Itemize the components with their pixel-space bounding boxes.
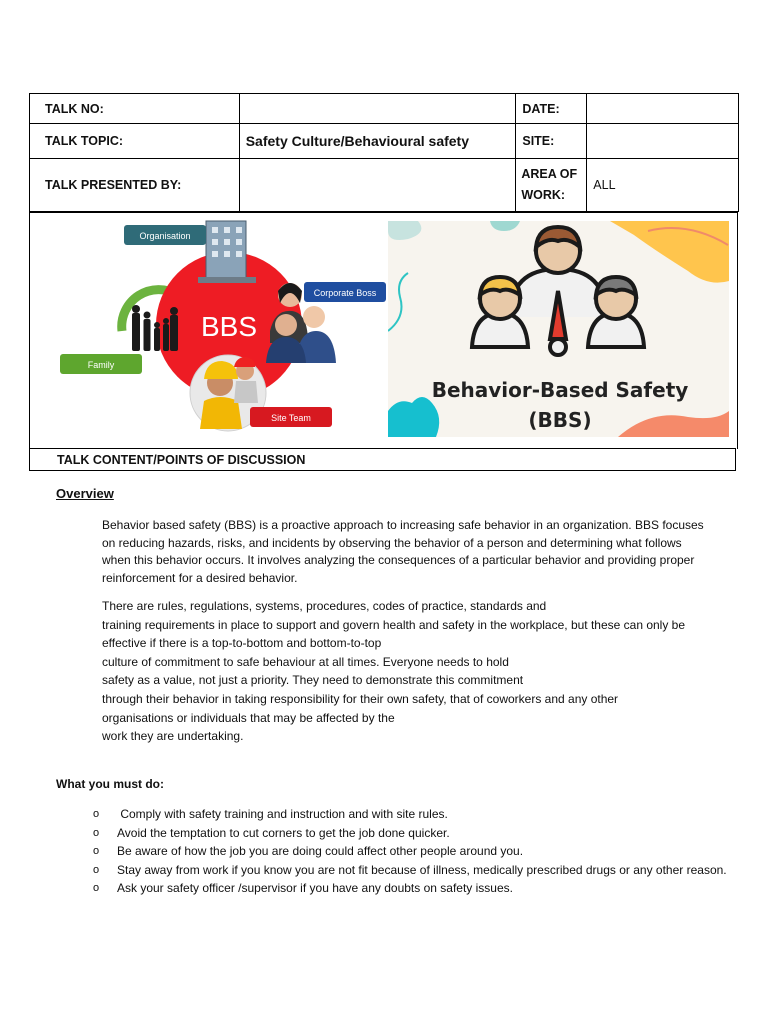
bullet-symbol: o: [93, 863, 100, 876]
talk-header-table: [29, 93, 739, 212]
corporate-boss-label: Corporate Boss: [313, 288, 377, 298]
banner-title-line2: (BBS): [528, 408, 592, 432]
list-item: [93, 824, 733, 843]
bullet-symbol: o: [93, 826, 100, 839]
date-label: DATE:: [516, 94, 587, 124]
bbs-stakeholder-diagram: [30, 213, 388, 449]
text-line: training requirements in place to support and govern health and safety in the workplace, but these can only be: [102, 617, 686, 632]
list-item: [93, 861, 733, 880]
area-of-work-value: ALL: [587, 159, 739, 212]
banner-title-line1: Behavior-Based Safety: [431, 378, 689, 402]
date-value: [587, 94, 739, 124]
area-of-work-label: [516, 159, 587, 212]
family-tag: [60, 354, 142, 374]
text-line: organisations or individuals that may be affected by the: [102, 710, 395, 725]
site-label: SITE:: [516, 124, 587, 159]
overview-heading: Overview: [56, 486, 114, 501]
overview-paragraph-2: [102, 597, 732, 746]
list-item: [93, 842, 733, 861]
site-team-tag: [250, 407, 332, 427]
list-item-text: Ask your safety officer /supervisor if you have any doubts on safety issues.: [117, 881, 513, 895]
text-line: culture of commitment to safe behaviour at all times. Everyone needs to hold: [102, 654, 509, 669]
text-line: safety as a value, not just a priority. They need to demonstrate this commitment: [102, 673, 524, 688]
organisation-tag: [124, 225, 206, 245]
talk-no-value: [239, 94, 516, 124]
must-do-list: [93, 805, 733, 898]
list-item-text: Be aware of how the job you are doing could affect other people around you.: [117, 844, 524, 858]
area-label-line2: WORK:: [521, 188, 566, 202]
area-label-line1: AREA OF: [521, 167, 578, 181]
text-line: Behavior based safety (BBS) is a proactive approach to increasing safe behavior in an organization. BBS focuses: [102, 518, 704, 532]
text-line: work they are undertaking.: [102, 729, 244, 744]
text-line: effective if there is a top-to-bottom and bottom-to-top: [102, 636, 382, 651]
text-line: There are rules, regulations, systems, procedures, codes of practice, standards and: [102, 599, 547, 613]
illustration-row: [29, 212, 738, 449]
presented-by-value: [239, 159, 516, 212]
topic-value: Safety Culture/Behavioural safety: [239, 124, 516, 159]
list-item-text: Stay away from work if you know you are not fit because of illness, medically prescribed drugs or any other reason.: [117, 862, 727, 877]
list-item-text: Avoid the temptation to cut corners to get the job done quicker.: [117, 825, 450, 840]
text-line: when this behavior occurs. It involves analyzing the consequences of a particular behavior and providing proper: [102, 553, 695, 567]
list-item-text: Comply with safety training and instruction and with site rules.: [117, 807, 448, 821]
family-label: Family: [87, 360, 115, 370]
talk-content-header: TALK CONTENT/POINTS OF DISCUSSION: [29, 448, 736, 471]
text-line: through their behavior in taking responsibility for their own safety, that of coworkers and any other: [102, 691, 619, 706]
topic-label: TALK TOPIC:: [30, 124, 240, 159]
overview-paragraph-1: [102, 517, 732, 587]
corporate-boss-tag: [304, 282, 386, 302]
bullet-symbol: o: [93, 882, 100, 894]
organisation-label: Organisation: [139, 231, 191, 241]
talk-no-label: TALK NO:: [30, 94, 240, 124]
list-item: [93, 879, 733, 898]
what-you-must-do-heading: What you must do:: [56, 777, 164, 791]
family-people-icon: [132, 305, 178, 351]
presented-by-label: TALK PRESENTED BY:: [30, 159, 240, 212]
bbs-banner: [388, 221, 729, 437]
bbs-center-label: BBS: [200, 311, 258, 342]
site-value: [587, 124, 739, 159]
text-line: on reducing hazards, risks, and incidents by observing the behavior of a person and determining what follows: [102, 535, 682, 550]
site-team-label: Site Team: [271, 413, 311, 423]
bullet-symbol: o: [93, 845, 100, 857]
bullet-symbol: o: [93, 808, 100, 820]
list-item: [93, 805, 733, 824]
text-line: reinforcement for a desired behavior.: [102, 570, 298, 585]
